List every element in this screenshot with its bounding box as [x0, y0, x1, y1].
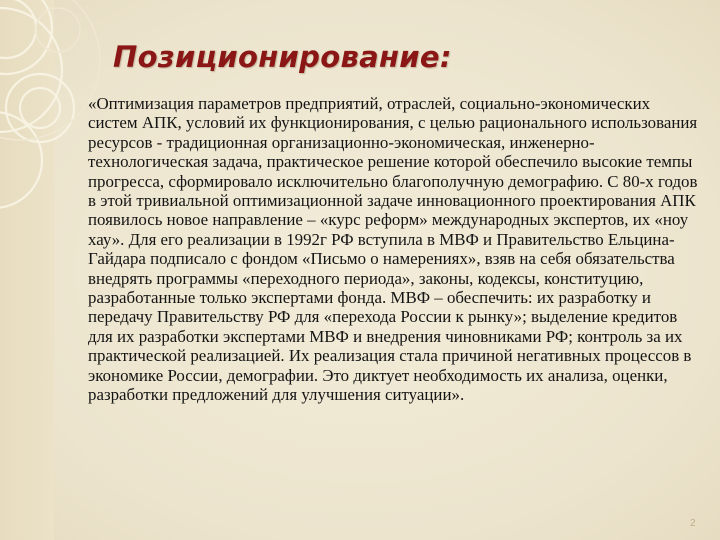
decorative-ring — [0, 0, 100, 140]
slide-title: Позиционирование: — [113, 40, 452, 74]
decorative-ring — [0, 0, 52, 74]
slide-body-text: «Оптимизация параметров предприятий, отраслей, социально-экономических систем АПК, условий их функционирования, с целью рационального использования ресурсов - традиционная организационно-экономическая, инженерно-технологическая задача, практическое решение которой обеспечило высокие темпы прогресса, сформировало исключительно благополучную демографию. С 80-х годов в этой тривиальной оптимизационной задаче инновационного проектирования АПК появилось новое направление – «курс реформ» международных экспертов, их «ноу хау». Для его реализации в 1992г РФ вступила в МВФ и Правительство Ельцина-Гайдара подписало с фондом «Письмо о намерениях», взяв на себя обязательства внедрять программы «переходного периода», законы, кодексы, конституцию, разработанные только экспертами фонда. МВФ – обеспечить: их разработку и передачу Правительству РФ для «перехода России к рынку»; выделение кредитов для их разработки экспертами МВФ и внедрения чиновниками РФ; контроль за их практической реализацией. Их реализация стала причиной негативных процессов в экономике России, демографии. Это диктует необходимость их анализа, оценки, разработки предложений для улучшения ситуации». — [88, 94, 698, 405]
decorative-ring — [20, 88, 60, 128]
page-number: 2 — [690, 518, 696, 529]
decorative-ring — [6, 74, 74, 142]
decorative-ring — [0, 112, 42, 208]
